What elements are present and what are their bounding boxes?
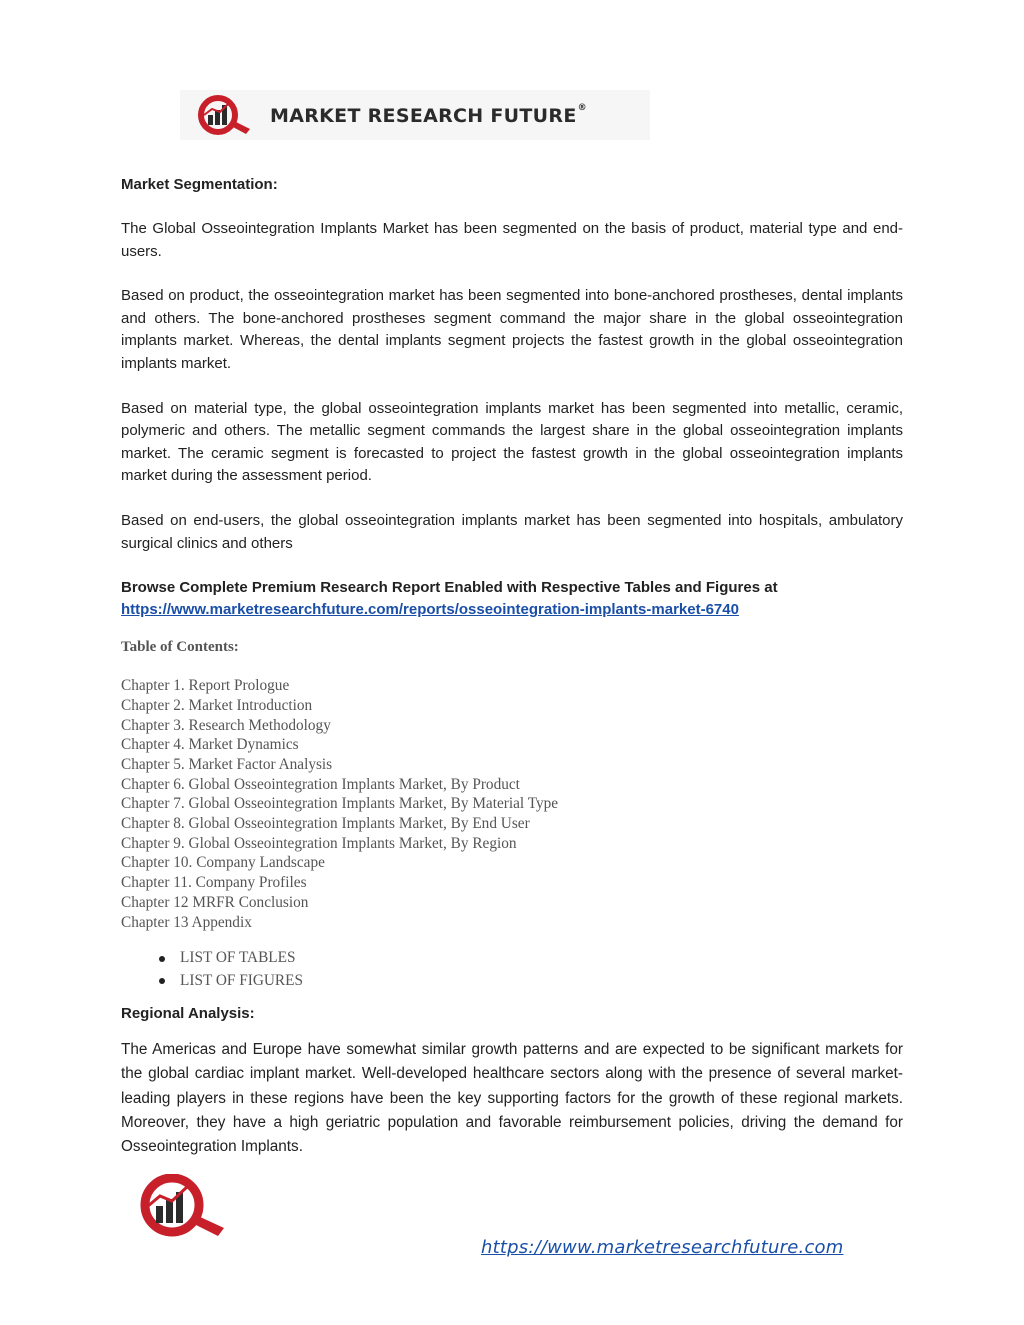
toc-item: Chapter 12 MRFR Conclusion	[121, 893, 309, 911]
browse-text: Browse Complete Premium Research Report Enabled with Respective Tables and Figures at	[121, 579, 778, 597]
toc-list	[121, 676, 903, 932]
list-item: LIST OF FIGURES	[159, 970, 903, 993]
segmentation-paragraph-1: The Global Osseointegration Implants Market has been segmented on the basis of product, material type and end-users.	[121, 220, 903, 260]
toc-item: Chapter 6. Global Osseointegration Implants Market, By Product	[121, 775, 520, 793]
bullet-icon	[159, 956, 165, 962]
toc-item: Chapter 13 Appendix	[121, 913, 252, 931]
segmentation-paragraph-4: Based on end-users, the global osseointegration implants market has been segmented into hospitals, ambulatory surgical clinics and others	[121, 511, 903, 552]
segmentation-heading: Market Segmentation:	[121, 176, 278, 193]
regional-heading: Regional Analysis:	[121, 1005, 255, 1023]
toc-item: Chapter 10. Company Landscape	[121, 854, 325, 872]
toc-item: Chapter 3. Research Methodology	[121, 716, 331, 734]
toc-item: Chapter 7. Global Osseointegration Implants Market, By Material Type	[121, 795, 559, 813]
toc-item: Chapter 8. Global Osseointegration Implants Market, By End User	[121, 815, 530, 833]
toc-item: Chapter 2. Market Introduction	[121, 696, 313, 714]
footer-url-link[interactable]: https://www.marketresearchfuture.com	[481, 1237, 844, 1258]
toc-item: Chapter 5. Market Factor Analysis	[121, 755, 333, 773]
toc-title: Table of Contents:	[121, 639, 239, 656]
bullet-icon	[159, 978, 165, 984]
toc-item: Chapter 1. Report Prologue	[121, 677, 290, 695]
report-link[interactable]: https://www.marketresearchfuture.com/reports/osseointegration-implants-market-6740	[121, 601, 739, 619]
lists-bullets	[159, 947, 903, 992]
segmentation-paragraph-3: Based on material type, the global osseointegration implants market has been segmented into metallic, ceramic, polymeric and others. The metallic segment commands the largest share in the global osseointegration implants market. The ceramic segment is forecasted to project the fastest growth in the global osseointegration implants market during the assessment period.	[121, 399, 903, 485]
magnifier-chart-logo-icon	[194, 93, 262, 137]
brand-name: MARKET RESEARCH FUTURE®	[270, 103, 587, 127]
toc-item: Chapter 9. Global Osseointegration Implants Market, By Region	[121, 834, 517, 852]
footer-logo-icon	[126, 1174, 234, 1240]
toc-item: Chapter 4. Market Dynamics	[121, 736, 299, 754]
list-item: LIST OF TABLES	[159, 947, 903, 970]
toc-item: Chapter 11. Company Profiles	[121, 874, 307, 892]
segmentation-paragraph-2: Based on product, the osseointegration market has been segmented into bone-anchored prostheses, dental implants and others. The bone-anchored prostheses segment command the major share in the global osseointegration implants market. Whereas, the dental implants segment projects the fastest growth in the global osseointegration implants market.	[121, 287, 903, 372]
regional-paragraph: The Americas and Europe have somewhat similar growth patterns and are expected to be significant markets for the global cardiac implant market. Well-developed healthcare sectors along with the presence of several market-leading players in these regions have been the key supporting factors for the growth of these regional markets. Moreover, they have a high geriatric population and favorable reimbursement policies, driving the demand for Osseointegration Implants.	[121, 1041, 903, 1156]
header-logo	[180, 90, 650, 140]
document-body	[121, 174, 903, 1159]
